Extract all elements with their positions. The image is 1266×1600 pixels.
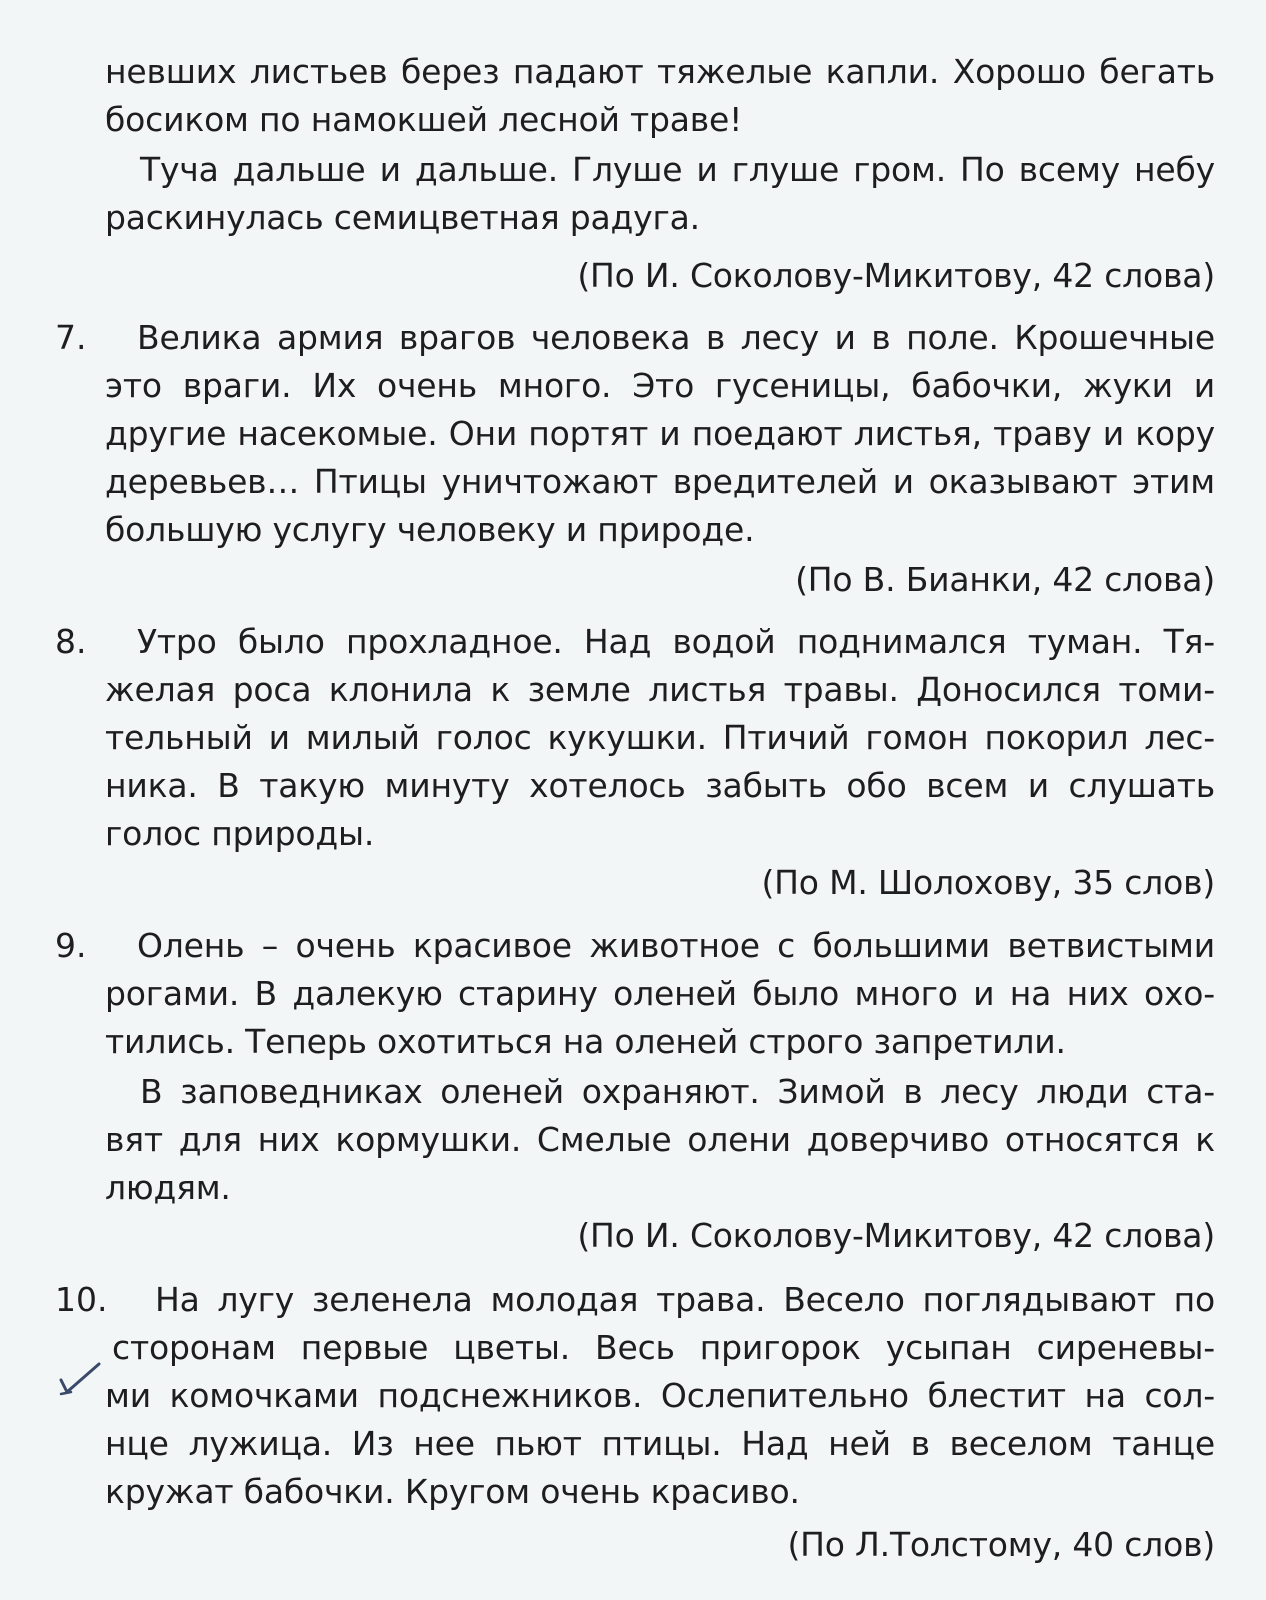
text-line: тились. Теперь охотиться на оленей строго запретили. bbox=[105, 1022, 1066, 1061]
text-line: нце лужица. Из нее пьют птицы. Над ней в веселом танце bbox=[105, 1424, 1215, 1463]
text-line: ника. В такую минуту хотелось забыть обо всем и слушать bbox=[105, 766, 1215, 805]
item-number: 9. bbox=[55, 926, 87, 965]
text-line: кружат бабочки. Кругом очень красиво. bbox=[105, 1472, 800, 1511]
text-line: людям. bbox=[105, 1168, 231, 1207]
source-attribution: (По М. Шолохову, 35 слов) bbox=[761, 863, 1215, 902]
text-line: вят для них кормушки. Смелые олени доверчиво относятся к bbox=[105, 1120, 1215, 1159]
source-attribution: (По В. Бианки, 42 слова) bbox=[795, 560, 1215, 599]
source-attribution: (По И. Соколову-Микитову, 42 слова) bbox=[577, 1216, 1215, 1255]
text-line: раскинулась семицветная радуга. bbox=[105, 198, 700, 237]
checkmark-icon bbox=[55, 1358, 105, 1398]
text-line: сторонам первые цветы. Весь пригорок усыпан сиреневы- bbox=[112, 1328, 1215, 1367]
text-line: невших листьев берез падают тяжелые капли. Хорошо бегать bbox=[105, 52, 1215, 91]
text-line: другие насекомые. Они портят и поедают листья, траву и кору bbox=[105, 414, 1215, 453]
text-line: Олень – очень красивое животное с большими ветвистыми bbox=[137, 926, 1215, 965]
text-line: На лугу зеленела молодая трава. Весело поглядывают по bbox=[155, 1280, 1215, 1319]
item-number: 7. bbox=[55, 318, 87, 357]
text-line: ми комочками подснежников. Ослепительно блестит на сол- bbox=[105, 1376, 1215, 1415]
text-line: желая роса клонила к земле листья травы. Доносился томи- bbox=[105, 670, 1215, 709]
item-number: 8. bbox=[55, 622, 87, 661]
text-line: тельный и милый голос кукушки. Птичий гомон покорил лес- bbox=[105, 718, 1215, 757]
text-line: В заповедниках оленей охраняют. Зимой в лесу люди ста- bbox=[140, 1072, 1215, 1111]
source-attribution: (По И. Соколову-Микитову, 42 слова) bbox=[577, 256, 1215, 295]
text-line: Велика армия врагов человека в лесу и в поле. Крошечные bbox=[137, 318, 1215, 357]
text-line: это враги. Их очень много. Это гусеницы, бабочки, жуки и bbox=[105, 366, 1215, 405]
text-line: деревьев… Птицы уничтожают вредителей и оказывают этим bbox=[105, 462, 1215, 501]
text-line: Утро было прохладное. Над водой поднимался туман. Тя- bbox=[137, 622, 1215, 661]
text-line: большую услугу человеку и природе. bbox=[105, 510, 755, 549]
item-number: 10. bbox=[55, 1280, 108, 1319]
text-line: голос природы. bbox=[105, 814, 375, 853]
text-line: босиком по намокшей лесной траве! bbox=[105, 100, 743, 139]
text-line: рогами. В далекую старину оленей было много и на них охо- bbox=[105, 974, 1215, 1013]
text-line: Туча дальше и дальше. Глуше и глуше гром. По всему небу bbox=[140, 150, 1215, 189]
source-attribution: (По Л.Толстому, 40 слов) bbox=[787, 1525, 1215, 1564]
